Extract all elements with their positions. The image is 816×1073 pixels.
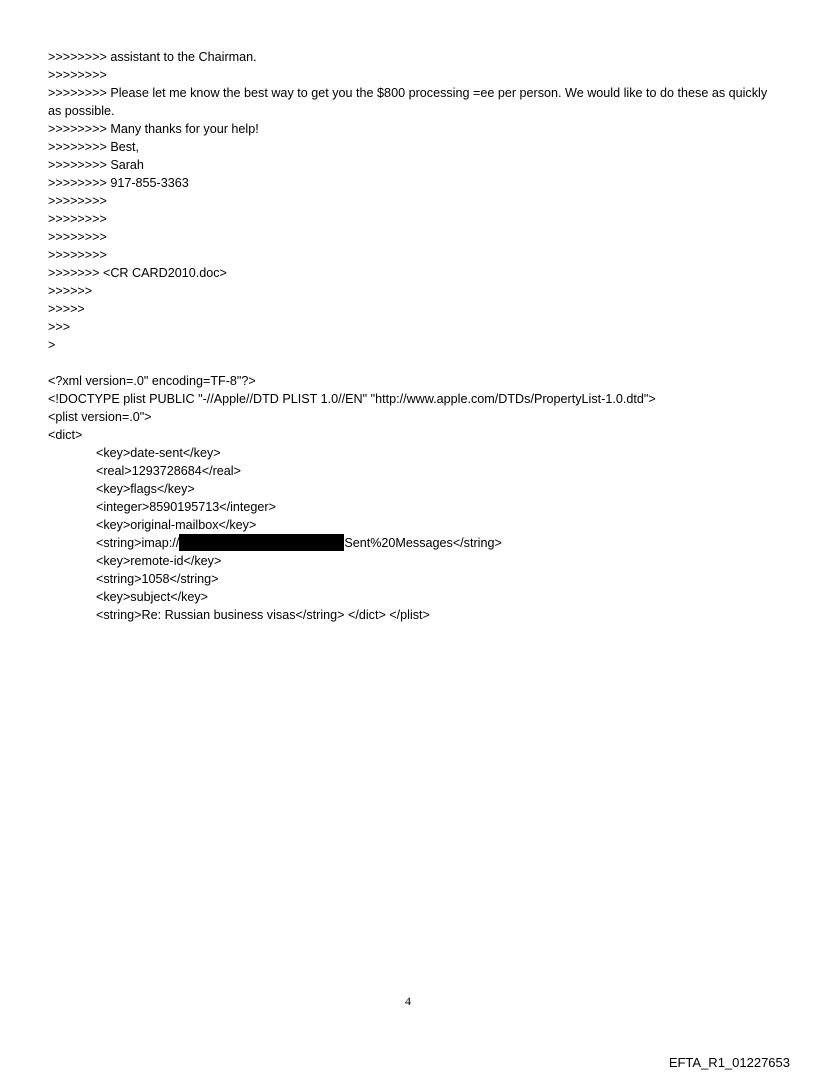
quote-line: >>>>>> bbox=[48, 284, 93, 298]
redaction-bar bbox=[179, 534, 344, 551]
quote-line: >>>>>>>> bbox=[48, 194, 107, 208]
quote-line: >>>>>>>> assistant to the Chairman. bbox=[48, 50, 257, 64]
doctype-line: <!DOCTYPE plist PUBLIC "-//Apple//DTD PLIST 1.0//EN" "http://www.apple.com/DTDs/PropertyList-1.0.dtd"> bbox=[48, 392, 656, 406]
quote-line: >>> bbox=[48, 320, 71, 334]
quote-line: >>>>>>>> Many thanks for your help! bbox=[48, 122, 259, 136]
remote-id-key: <key>remote-id</key> bbox=[96, 554, 222, 568]
quote-line: >>>>>>>> Please let me know the best way to get you the $800 processing =ee per person. We would like to do these as quickly as possible. bbox=[48, 86, 768, 118]
quote-line: >>>>>>>> bbox=[48, 248, 107, 262]
quote-line: >>>>>>> <CR CARD2010.doc> bbox=[48, 266, 227, 280]
date-sent-key: <key>date-sent</key> bbox=[96, 446, 221, 460]
page-number: 4 bbox=[405, 994, 411, 1008]
mailbox-prefix: <string>imap:// bbox=[96, 536, 180, 550]
flags-key: <key>flags</key> bbox=[96, 482, 195, 496]
quote-line: >>>>>>>> bbox=[48, 212, 107, 226]
mailbox-suffix: Sent%20Messages</string> bbox=[344, 536, 502, 550]
remote-id-value: <string>1058</string> bbox=[96, 572, 219, 586]
email-quote-block bbox=[48, 48, 778, 354]
subject-value: <string>Re: Russian business visas</string> </dict> </plist> bbox=[96, 608, 430, 622]
subject-key: <key>subject</key> bbox=[96, 590, 209, 604]
quote-line: >>>>>>>> 917-855-3363 bbox=[48, 176, 189, 190]
dict-open-tag: <dict> bbox=[48, 428, 83, 442]
xml-declaration: <?xml version=.0" encoding=TF-8"?> bbox=[48, 374, 256, 388]
original-mailbox-key: <key>original-mailbox</key> bbox=[96, 518, 257, 532]
plist-block bbox=[48, 372, 778, 624]
flags-value: <integer>8590195713</integer> bbox=[96, 500, 276, 514]
document-id: EFTA_R1_01227653 bbox=[668, 1055, 790, 1070]
quote-line: >>>>> bbox=[48, 302, 85, 316]
quote-line: >>>>>>>> Best, bbox=[48, 140, 140, 154]
quote-line: > bbox=[48, 338, 56, 352]
document-body bbox=[48, 48, 778, 624]
quote-line: >>>>>>>> bbox=[48, 68, 107, 82]
original-mailbox-value bbox=[96, 534, 778, 552]
section-spacer bbox=[48, 354, 778, 372]
plist-open-tag: <plist version=.0"> bbox=[48, 410, 152, 424]
quote-line: >>>>>>>> bbox=[48, 230, 107, 244]
date-sent-value: <real>1293728684</real> bbox=[96, 464, 241, 478]
dict-entries bbox=[48, 444, 778, 624]
quote-line: >>>>>>>> Sarah bbox=[48, 158, 144, 172]
